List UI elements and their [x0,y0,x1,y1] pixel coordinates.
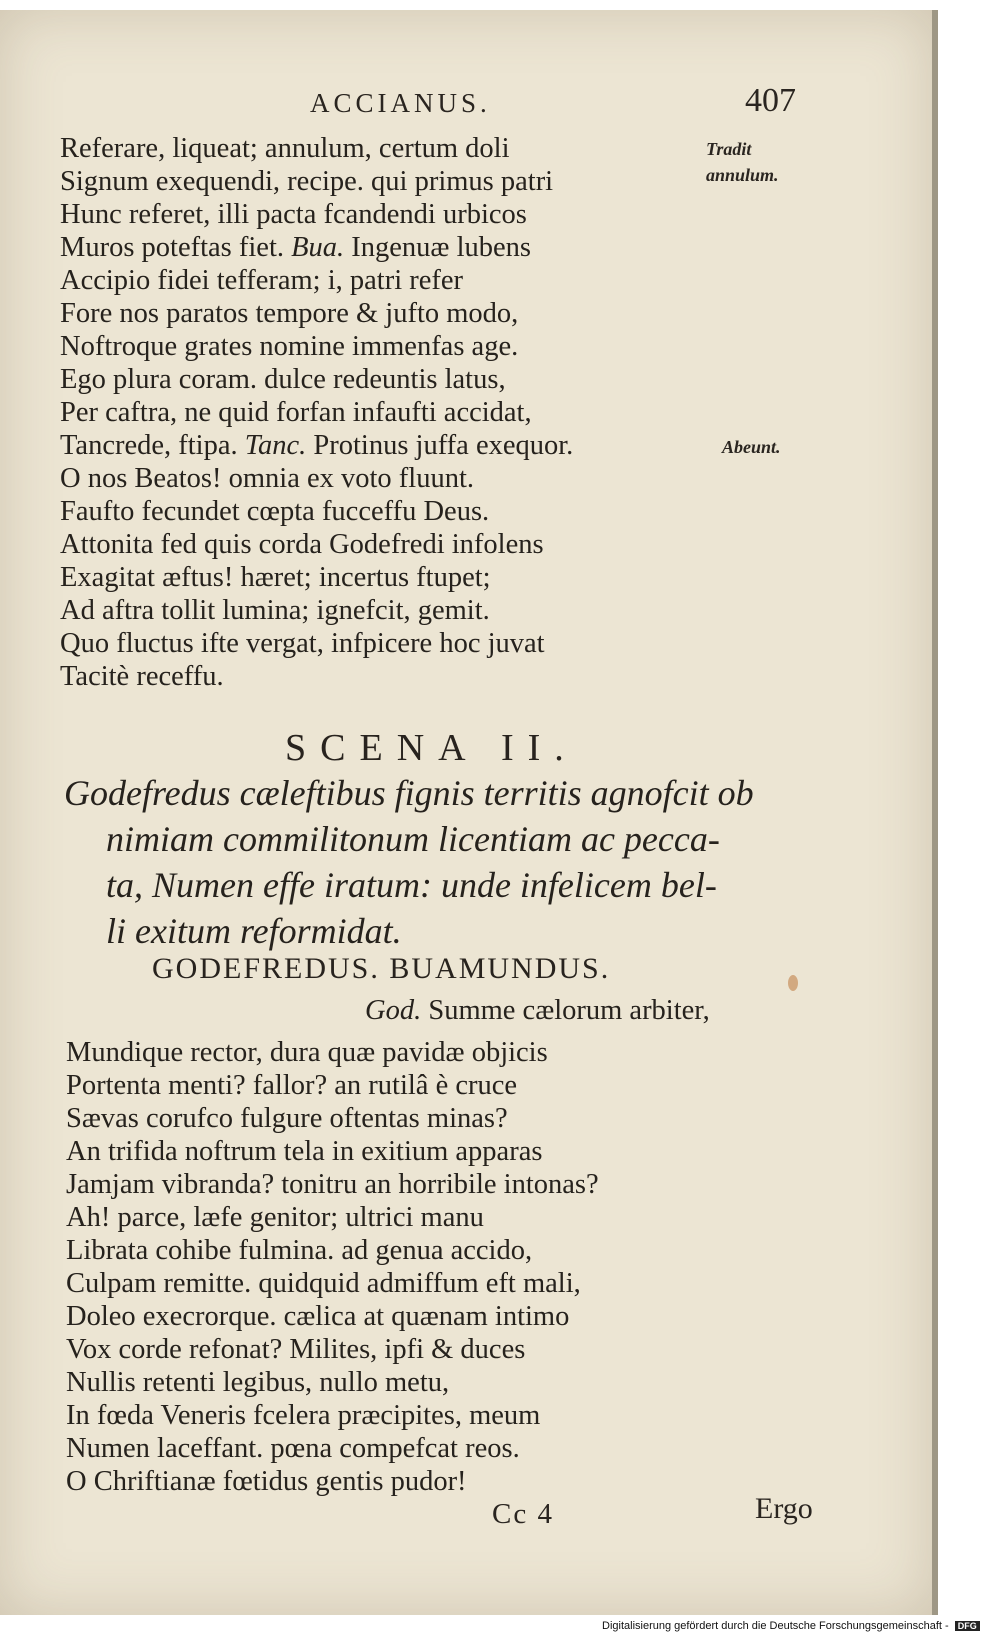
verse-line: Quo fluctus ifte vergat, infpicere hoc juvat [60,628,545,659]
verse-line: Referare, liqueat; annulum, certum doli [60,133,510,164]
verse-text: Ingenuæ lubens [351,232,531,263]
verse-block-2 [66,1036,766,1498]
verse-line: Vox corde refonat? Milites, ipfi & duces [66,1334,526,1365]
argument-line: ta, Numen effe iratum: unde infelicem bel- [106,865,717,905]
verse-line: Doleo execrorque. cælica at quænam intimo [66,1301,570,1332]
verse-text: Protinus juffa exequor. [313,430,574,461]
verse-line: Tacitè receffu. [60,661,224,692]
catchword: Ergo [755,1492,813,1525]
scene-title: SCENA II. [285,727,578,769]
verse-line: O nos Beatos! omnia ex voto fluunt. [60,463,474,494]
scene-argument [64,770,834,954]
digitization-note: Digitalisierung gefördert durch die Deutsche Forschungsgemeinschaft - [602,1620,949,1632]
verse-text: Summe cælorum arbiter, [428,995,710,1026]
speaker-label: Bua. [291,232,345,263]
verse-text: Muros poteftas fiet. [60,232,284,263]
dfg-logo: DFG [955,1621,980,1631]
dramatis-personae: GODEFREDUS. BUAMUNDUS. [152,952,611,985]
paper-stain [788,975,798,991]
verse-line: Librata cohibe fulmina. ad genua accido, [66,1235,533,1266]
running-head: ACCIANUS. [310,88,491,118]
verse-line: Culpam remitte. quidquid admiffum eft mali, [66,1268,581,1299]
page-number: 407 [745,82,796,119]
speaker-label: Tanc. [244,430,307,461]
verse-line: Nullis retenti legibus, nullo metu, [66,1367,450,1398]
margin-note-line: Tradit [706,139,752,159]
verse-text: Tancrede, ftipa. [60,430,238,461]
verse-line: Hunc referet, illi pacta fcandendi urbicos [60,199,527,230]
speaker-label: God. [365,995,422,1026]
verse-line: Jamjam vibranda? tonitru an horribile intonas? [66,1169,599,1200]
margin-note-line: annulum. [706,165,779,185]
verse-line: O Chriftianæ fœtidus gentis pudor! [66,1466,467,1497]
verse-line: Accipio fidei tefferam; i, patri refer [60,265,464,296]
argument-line: li exitum reformidat. [106,911,402,951]
verse-line: Sævas corufco fulgure oftentas minas? [66,1103,508,1134]
margin-note-abeunt: Abeunt. [722,437,781,457]
verse-line: Ad aftra tollit lumina; ignefcit, gemit. [60,595,490,626]
verse-line: An trifida noftrum tela in exitium apparas [66,1136,543,1167]
verse-line: Ego plura coram. dulce redeuntis latus, [60,364,506,395]
verse-line: Per caftra, ne quid forfan infaufti accidat, [60,397,532,428]
verse-line: Noftroque grates nomine immenfas age. [60,331,519,362]
verse-line: Numen laceffant. pœna compefcat reos. [66,1433,520,1464]
verse-line: Faufto fecundet cœpta fucceffu Deus. [60,496,490,527]
verse-line [60,231,700,264]
verse-line [60,429,700,462]
digitization-footer [602,1620,980,1632]
verse-line: In fœda Veneris fcelera præcipites, meum [66,1400,541,1431]
verse-line: Portenta menti? fallor? an rutilâ è cruce [66,1070,518,1101]
verse-line: Signum exequendi, recipe. qui primus patri [60,166,554,197]
book-page [0,10,938,1615]
speech-first-line [365,995,710,1027]
verse-line: Ah! parce, læfe genitor; ultrici manu [66,1202,484,1233]
argument-line: nimiam commilitonum licentiam ac pecca- [106,819,720,859]
margin-note-tradit [706,136,779,188]
signature-mark: Cc 4 [492,1498,554,1530]
verse-line: Mundique rector, dura quæ pavidæ objicis [66,1037,548,1068]
verse-line: Exagitat æftus! hæret; incertus ftupet; [60,562,491,593]
verse-block-1 [60,132,700,693]
verse-line: Fore nos paratos tempore & jufto modo, [60,298,519,329]
argument-line: Godefredus cæleftibus fignis territis agnofcit ob [64,773,754,813]
verse-line: Attonita fed quis corda Godefredi infolens [60,529,544,560]
